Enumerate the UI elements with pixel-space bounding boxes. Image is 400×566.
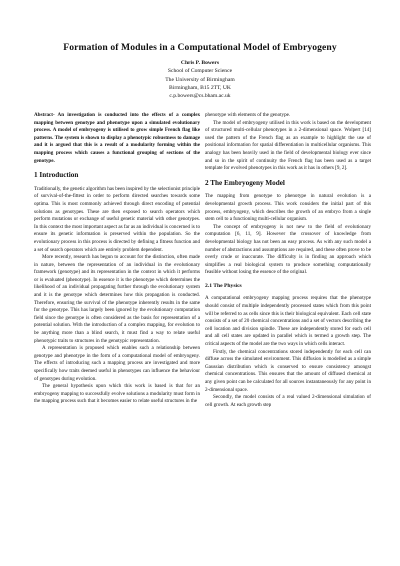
- right-column: [205, 112, 371, 409]
- paragraph: phenotype with elements of the genotype.: [205, 112, 291, 118]
- paragraph: The concept of embryogeny is not new to the field of evolutionary computation [6, 11, 9]. However the crossover of knowledge from developmental biology has not been an easy process. As with any such model a number of abstractions and assumptions are required, and these often prove to be overly crude or inaccurate. The difficulty is in finding an approach which simplifies a real biological system to produce something computationally feasible without losing the essence of the original.: [205, 223, 371, 276]
- paragraph: The mapping from genotype to phenotype in natural evolution is a developmental growth process. This work considers the initial part of this process, embryogeny, which describes the growth of an embryo from a single stem cell to a functioning multi-cellular organism.: [205, 193, 371, 223]
- paragraph: A representation is proposed which enables such a relationship between genotype and phenotype in the form of a computational model of embryogeny. The effects of introducing such a mapping process are investigated and more specifically how traits deemed useful in phenotypes can influence the behaviour of genotypes during evolution.: [34, 345, 200, 382]
- author-affiliation-1: School of Computer Science: [167, 68, 233, 75]
- left-column: [34, 112, 200, 406]
- paragraph: More recently, research has begun to account for the distinction, often made in nature, between the representation of an individual in the evolutionary framework (genotype) and its representation in the context in which it performs or is evaluated (phenotype). In essence it is the phenotype which determines the likelihood of an individual propagating further through the evolutionary system and it is the genotype which determines how this propagation is conducted. Therefore, ensuring the survival of the phenotype inherently results in the same for the genotype. This has largely been ignored by the evolutionary computation field since the genotype is often considered as the basis for representation of a potential solution. With the introduction of a complex mapping, for evolution to be anything more than a blind search, it must find a way to relate useful phenotypic traits to structures in the genotypic representation.: [34, 254, 200, 344]
- author-block: [60, 59, 340, 100]
- author-affiliation-2: The University of Birmingham: [165, 76, 235, 83]
- abstract: Abstract- An investigation is conducted into the effects of a complex mapping between genotype and phenotype upon a simulated evolutionary process. A model of embryogeny is utilised to grow simple French flag like patterns. The system is shown to display a phenotypic robustness to damage and it is argued that this is a result of a modularity forming within the mapping process which causes a functional grouping of sections of the genotype.: [34, 112, 200, 164]
- section-heading-embryogeny-model: 2 The Embryogeny Model: [205, 178, 285, 187]
- author-name: Chris P. Bowers: [180, 60, 220, 66]
- paper-title: Formation of Modules in a Computational Model of Embryogeny: [63, 42, 337, 53]
- section-heading-introduction: 1 Introduction: [34, 171, 79, 180]
- subsection-heading-physics: 2.1 The Physics: [205, 282, 242, 289]
- paragraph: Traditionally, the genetic algorithm has been inspired by the selectionist principle of survival-of-the-fittest in order to perform directed searches towards some optima. This is most commonly achieved through direct encoding of potential solutions as genotypes. These are then exposed to search operators which perform mutations or exchange of useful genetic material with other genotypes. In this context the most important aspect as far as an individual is concerned is to ensure its genetic information is preserved within the population. So the evolutionary process in this process is directed by defining a fitness function and a set of search operators which are entirely problem dependent.: [34, 185, 200, 253]
- author-affiliation-3: Birmingham, B15 2TT, UK: [169, 84, 231, 91]
- paragraph: The general hypothesis upon which this work is based is that for an embryogeny mapping to successfully evolve solutions a modularity must form in the mapping process such that it becomes easier to relate useful structures in the: [34, 383, 200, 405]
- paragraph: Secondly, the model consists of a real valued 2-dimensional simulation of cell growth. At each growth step: [205, 394, 371, 408]
- author-email: c.p.bowers@cs.bham.ac.uk: [169, 93, 231, 100]
- paragraph: Firstly, the chemical concentrations stored independently for each cell can diffuse across the simulated environment. This diffusion is modelled as a simple Gaussian distribution which is conserved to ensure consistency amongst chemical concentrations. This ensures that the amount of diffused chemical at any given point can be calculated for all sources instantaneously for any point in 2-dimensional space.: [205, 348, 371, 393]
- paragraph: A computational embryogeny mapping process requires that the phenotype should consist of multiple independently processed states which from this point will be referred to as cells since this is their biological equivalent. Each cell state consists of a set of 20 chemical concentrations and a set of vectors describing the cell location and division spindle. These are independently stored for each cell and all cell states are updated in parallel which is termed a growth step. The critical aspects of the model are the two ways in which cells interact.: [205, 295, 371, 348]
- paragraph: The model of embryogeny utilised in this work is based on the development of structured multi-cellular phenotypes in a 2-dimensional space. Wolpert [14] used the pattern of the French flag as an example to highlight the use of positional information for spatial differentiation in multicellular organisms. This analogy has been heavily used in the field of developmental biology ever since and so in the spirit of continuity the French flag has been used as a target template for evolved phenotypes in this work as it has in others [9, 2].: [205, 119, 371, 172]
